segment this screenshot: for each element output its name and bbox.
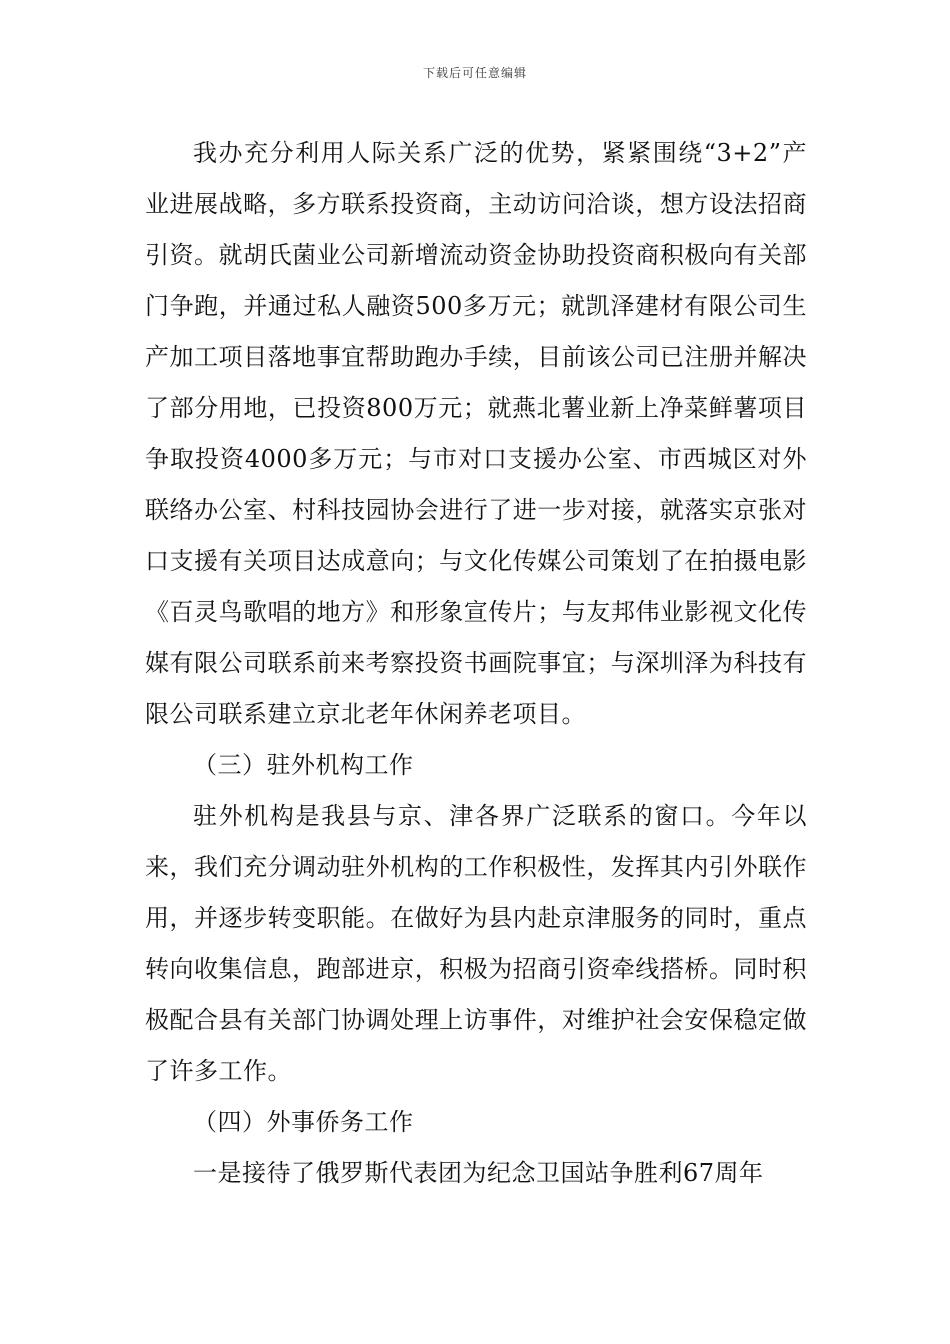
section-heading-overseas-agencies: （三）驻外机构工作	[193, 751, 414, 779]
paragraph-investment: 我办充分利用人际关系广泛的优势，紧紧围绕“3+2”产业进展战略，多方联系投资商，主动访问洽谈，想方设法招商引资。就胡氏菌业公司新增流动资金协助投资商积极向有关部门争跑，并通过私人融资500多万元；就凯泽建材有限公司生产加工项目落地事宜帮助跑办手续，目前该公司已注册并解决了部分用地，已投资800万元；就燕北薯业新上净菜鲜薯项目争取投资4000多万元；与市对口支援办公室、市西城区对外联络办公室、村科技园协会进行了进一步对接，就落实京张对口支援有关项目达成意向；与文化传媒公司策划了在拍摄电影《百灵鸟歌唱的地方》和形象宣传片；与友邦伟业影视文化传媒有限公司联系前来考察投资书画院事宜；与深圳泽为科技有限公司联系建立京北老年休闲养老项目。	[145, 139, 807, 728]
paragraph-foreign-affairs: 一是接待了俄罗斯代表团为纪念卫国站争胜利67周年	[193, 1159, 764, 1187]
paragraph-overseas-agencies: 驻外机构是我县与京、津各界广泛联系的窗口。今年以来，我们充分调动驻外机构的工作积极性，发挥其内引外联作用，并逐步转变职能。在做好为县内赴京津服务的同时，重点转向收集信息，跑部进京，积极为招商引资牵线搭桥。同时积极配合县有关部门协调处理上访事件，对维护社会安保稳定做了许多工作。	[145, 802, 807, 1085]
page-header: 下载后可任意编辑	[422, 66, 527, 80]
document-body	[145, 128, 807, 1199]
section-heading-foreign-affairs: （四）外事侨务工作	[193, 1108, 414, 1136]
